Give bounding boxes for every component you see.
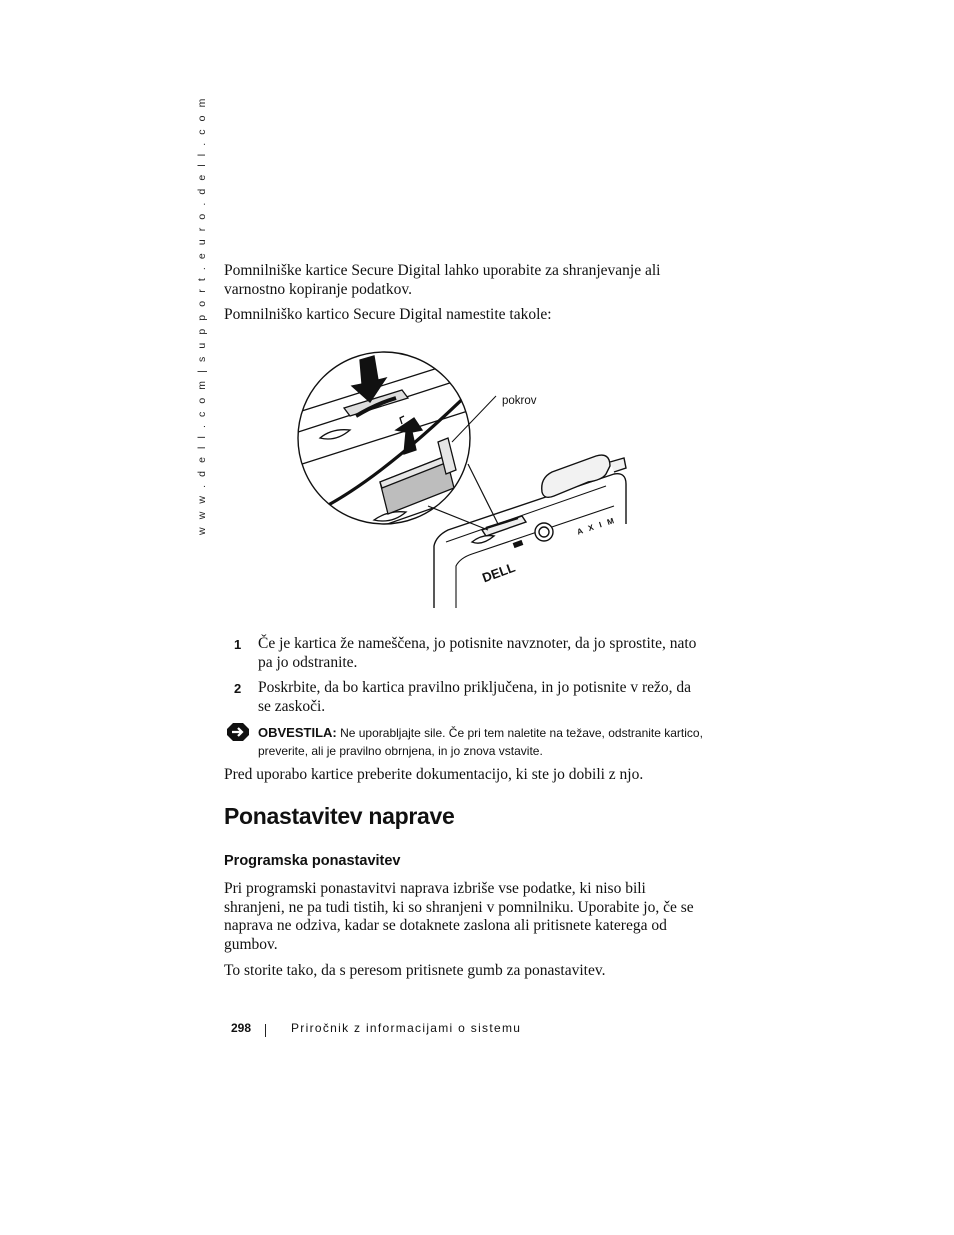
device-model-label: A X I M: [575, 515, 618, 537]
device-brand-logo: DELL: [480, 559, 518, 586]
sd-card-figure: [296, 346, 636, 610]
page-number: 298: [231, 1021, 252, 1035]
section-paragraph-1: Pri programski ponastavitvi naprava izbriše vse podatke, ki niso bili shranjeni, ne pa tudi tistih, ki so shranjeni v pomnilniku. Uporabite jo, če se naprava ne odziva, kadar se dotaknete zaslona ali pritisnete katerega od gumbov.: [224, 880, 694, 953]
intro-paragraph-1: Pomnilniške kartice Secure Digital lahko uporabite za shranjevanje ali varnostno kopiranje podatkov.: [224, 262, 661, 298]
callout-label: pokrov: [502, 395, 537, 407]
notice-body: Ne uporabljajte sile. Če pri tem naletite na težave, odstranite kartico, preverite, ali je pravilno obrnjena, in jo znova vstavite.: [258, 726, 703, 758]
notice-text: [258, 724, 706, 760]
subsection-title: Programska ponastavitev: [224, 853, 401, 869]
section-paragraph-2: To storite tako, da s peresom pritisnete gumb za ponastavitev.: [224, 962, 606, 979]
intro-paragraph-2: Pomnilniško kartico Secure Digital namestite takole:: [224, 306, 552, 323]
section-title: Ponastavitev naprave: [224, 803, 455, 829]
sidebar-url: w w w . d e l l . c o m | s u p p o r t . e u r o . d e l l . c o m: [196, 96, 208, 535]
step-number: 2: [234, 681, 242, 696]
footer-separator: [265, 1024, 266, 1037]
footer-title: Priročnik z informacijami o sistemu: [291, 1021, 522, 1035]
step-text: Poskrbite, da bo kartica pravilno priključena, in jo potisnite v režo, da se zaskoči.: [258, 679, 692, 715]
after-notice-paragraph: Pred uporabo kartice preberite dokumentacijo, ki ste jo dobili z njo.: [224, 766, 644, 783]
step-number: 1: [234, 637, 242, 652]
step-text: Če je kartica že nameščena, jo potisnite navznoter, da jo sprostite, nato pa jo odstranite.: [258, 635, 697, 671]
notice-arrow-icon: [226, 722, 250, 742]
notice-label: OBVESTILA:: [258, 725, 337, 740]
pda-device: [434, 455, 626, 608]
pda-sd-card-insertion-illustration: [296, 346, 636, 610]
